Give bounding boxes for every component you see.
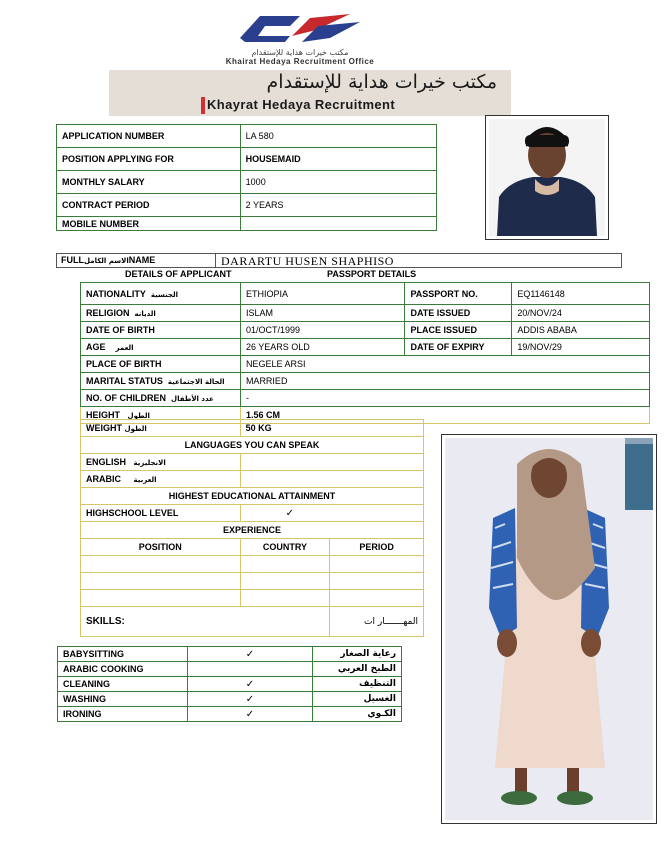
weight-value: 50 KG	[240, 420, 423, 437]
applicant-full-body-photo	[441, 434, 657, 824]
logo-english-text: Khairat Hedaya Recruitment Office	[225, 57, 375, 66]
contract-label: CONTRACT PERIOD	[57, 194, 241, 217]
contract-value: 2 YEARS	[240, 194, 436, 217]
marital-value: MARRIED	[240, 373, 649, 390]
full-name-label	[61, 255, 155, 265]
passport-number-label: PASSPORT NO.	[405, 283, 512, 305]
table-row	[81, 556, 424, 573]
experience-cell	[240, 573, 330, 590]
company-logo	[150, 8, 450, 68]
table-row	[57, 148, 437, 171]
table-row	[81, 573, 424, 590]
experience-heading: EXPERIENCE	[81, 522, 424, 539]
table-row	[81, 322, 650, 339]
application-table	[56, 124, 437, 231]
experience-cell	[240, 590, 330, 607]
date-issued-label: DATE ISSUED	[405, 305, 512, 322]
education-label: HIGHSCHOOL LEVEL	[81, 505, 241, 522]
table-row	[81, 522, 424, 539]
table-row	[81, 356, 650, 373]
table-row	[58, 647, 402, 662]
place-issued-label: PLACE ISSUED	[405, 322, 512, 339]
full-name-divider	[215, 254, 216, 267]
logo-mark-icon	[230, 8, 370, 46]
banner-arabic-text: مكتب خيرات هداية للإستقدام	[266, 71, 497, 93]
table-row	[81, 283, 650, 305]
experience-cell	[330, 590, 424, 607]
arabic-label-ar: العربية	[133, 476, 157, 484]
dob-value: 01/OCT/1999	[240, 322, 405, 339]
check-icon: ✓	[285, 507, 294, 519]
table-row	[81, 305, 650, 322]
table-row	[81, 471, 424, 488]
mobile-label: MOBILE NUMBER	[57, 217, 241, 231]
position-value: HOUSEMAID	[240, 148, 436, 171]
experience-col-period: PERIOD	[330, 539, 424, 556]
education-value	[240, 505, 423, 522]
logo-arabic-text: مكتب خيرات هداية للإستقدام	[251, 48, 349, 57]
table-row	[81, 390, 650, 407]
skills-section-table	[80, 436, 424, 637]
check-icon: ✓	[187, 707, 312, 722]
weight-table	[80, 419, 424, 437]
check-icon: ✓	[187, 677, 312, 692]
full-name-row	[56, 253, 622, 268]
pob-value: NEGELE ARSI	[240, 356, 649, 373]
check-icon	[187, 662, 312, 677]
education-heading: HIGHEST EDUCATIONAL ATTAINMENT	[81, 488, 424, 505]
table-row	[58, 677, 402, 692]
nationality-label-en: NATIONALITY	[86, 288, 146, 299]
dob-label: DATE OF BIRTH	[81, 322, 241, 339]
height-label-en: HEIGHT	[86, 410, 121, 420]
table-row	[81, 420, 424, 437]
skill-name-ar: التنظيف	[313, 677, 402, 692]
table-row	[57, 194, 437, 217]
skill-name-ar: الطبخ العربي	[313, 662, 402, 677]
marital-label-en: MARITAL STATUS	[86, 376, 163, 386]
table-row	[81, 590, 424, 607]
religion-label	[81, 305, 241, 322]
table-row	[81, 373, 650, 390]
nationality-label	[81, 283, 241, 305]
age-label-ar: العمر	[115, 344, 134, 352]
application-number-label: APPLICATION NUMBER	[57, 125, 241, 148]
english-label	[81, 454, 241, 471]
salary-value: 1000	[240, 171, 436, 194]
table-row	[81, 437, 424, 454]
skill-name: CLEANING	[58, 677, 188, 692]
experience-cell	[330, 573, 424, 590]
weight-label-ar: الطول	[124, 425, 147, 433]
full-name-label-en2: NAME	[128, 255, 156, 265]
skills-table	[57, 646, 402, 722]
full-name-label-en1: FULL	[61, 255, 84, 265]
nationality-value: ETHIOPIA	[240, 283, 405, 305]
table-row	[57, 171, 437, 194]
table-row	[57, 217, 437, 231]
full-name-value: DARARTU HUSEN SHAPHISO	[221, 254, 394, 268]
applicant-portrait-photo	[485, 115, 609, 240]
skill-name: ARABIC COOKING	[58, 662, 188, 677]
application-number-value: LA 580	[240, 125, 436, 148]
arabic-value	[240, 471, 423, 488]
children-value: -	[240, 390, 649, 407]
place-issued-value: ADDIS ABABA	[512, 322, 650, 339]
languages-heading: LANGUAGES YOU CAN SPEAK	[81, 437, 424, 454]
skill-name-ar: رعاية الصغار	[313, 647, 402, 662]
banner-accent-bar	[201, 97, 205, 114]
table-row	[81, 539, 424, 556]
children-label-ar: عدد الأطفال	[171, 395, 214, 403]
full-name-label-ar: الاسم الكامل	[84, 257, 129, 265]
skill-name: WASHING	[58, 692, 188, 707]
children-label	[81, 390, 241, 407]
age-label	[81, 339, 241, 356]
check-icon: ✓	[187, 647, 312, 662]
skill-name: BABYSITTING	[58, 647, 188, 662]
height-label-ar: الطول	[127, 412, 150, 420]
company-banner	[109, 70, 511, 116]
skill-name-ar: الغسيل	[313, 692, 402, 707]
expiry-label: DATE OF EXPIRY	[405, 339, 512, 356]
applicant-details-table	[80, 282, 650, 424]
religion-label-ar: الديانه	[134, 310, 156, 318]
mobile-value	[240, 217, 436, 231]
table-row	[81, 505, 424, 522]
table-row	[58, 662, 402, 677]
english-label-en: ENGLISH	[86, 457, 127, 467]
experience-cell	[81, 590, 241, 607]
age-label-en: AGE	[86, 342, 106, 352]
religion-value: ISLAM	[240, 305, 405, 322]
table-row	[58, 707, 402, 722]
experience-col-country: COUNTRY	[240, 539, 330, 556]
banner-english-text: Khayrat Hedaya Recruitment	[207, 97, 396, 112]
english-value	[240, 454, 423, 471]
expiry-value: 19/NOV/29	[512, 339, 650, 356]
marital-label-ar: الحالة الاجتماعية	[167, 378, 225, 386]
height-value: 1.56 CM	[240, 407, 649, 424]
table-row	[81, 488, 424, 505]
position-label: POSITION APPLYING FOR	[57, 148, 241, 171]
children-label-en: NO. OF CHILDREN	[86, 393, 166, 403]
weight-label	[81, 420, 241, 437]
marital-label	[81, 373, 241, 390]
skill-name-ar: الكـوي	[313, 707, 402, 722]
nationality-label-ar: الجنسية	[150, 290, 178, 299]
pob-label: PLACE OF BIRTH	[81, 356, 241, 373]
experience-cell	[240, 556, 330, 573]
skills-arabic-label: المهـــــــار ات	[330, 607, 424, 637]
weight-label-en: WEIGHT	[86, 423, 122, 433]
experience-cell	[81, 573, 241, 590]
table-row	[81, 607, 424, 637]
passport-number-value: EQ1146148	[512, 283, 650, 305]
age-value: 26 YEARS OLD	[240, 339, 405, 356]
table-row	[81, 339, 650, 356]
experience-cell	[81, 556, 241, 573]
arabic-label	[81, 471, 241, 488]
religion-label-en: RELIGION	[86, 308, 130, 318]
salary-label: MONTHLY SALARY	[57, 171, 241, 194]
table-row	[58, 692, 402, 707]
table-row	[81, 454, 424, 471]
passport-details-heading: PASSPORT DETAILS	[327, 269, 417, 279]
table-row	[57, 125, 437, 148]
date-issued-value: 20/NOV/24	[512, 305, 650, 322]
skill-name: IRONING	[58, 707, 188, 722]
skills-label: SKILLS:	[81, 607, 330, 637]
experience-cell	[330, 556, 424, 573]
check-icon: ✓	[187, 692, 312, 707]
arabic-label-en: ARABIC	[86, 474, 121, 484]
details-of-applicant-heading: DETAILS OF APPLICANT	[125, 269, 232, 279]
english-label-ar: الانجليزية	[133, 459, 166, 467]
experience-col-position: POSITION	[81, 539, 241, 556]
